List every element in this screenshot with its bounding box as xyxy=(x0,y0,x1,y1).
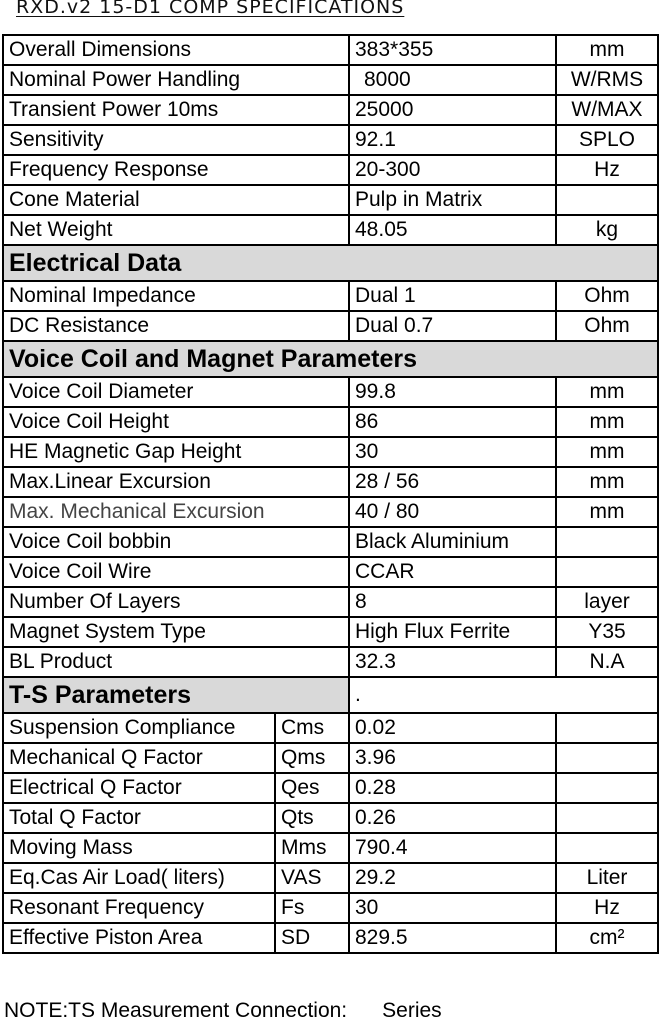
spec-symbol: Cms xyxy=(275,713,349,743)
note-label: NOTE:TS Measurement Connection: xyxy=(4,999,348,1022)
spec-row xyxy=(3,713,658,743)
spec-label: Voice Coil bobbin xyxy=(3,527,349,557)
note-value: Series xyxy=(382,999,442,1022)
spec-unit: Hz xyxy=(556,155,658,185)
spec-value: 25000 xyxy=(349,95,556,125)
spec-value: 0.02 xyxy=(349,713,556,743)
spec-value: 8 xyxy=(349,587,556,617)
spec-value: Black Aluminium xyxy=(349,527,556,557)
spec-row xyxy=(3,773,658,803)
spec-unit xyxy=(556,185,658,215)
spec-label: Nominal Impedance xyxy=(3,281,349,311)
spec-row xyxy=(3,155,658,185)
spec-symbol: Fs xyxy=(275,893,349,923)
spec-value: 29.2 xyxy=(349,863,556,893)
section-heading: Electrical Data xyxy=(3,245,658,281)
spec-value: 30 xyxy=(349,893,556,923)
spec-label: Magnet System Type xyxy=(3,617,349,647)
spec-row xyxy=(3,377,658,407)
spec-row xyxy=(3,617,658,647)
spec-row xyxy=(3,893,658,923)
spec-label: DC Resistance xyxy=(3,311,349,341)
spec-row xyxy=(3,803,658,833)
spec-table xyxy=(2,34,659,954)
spec-value: 3.96 xyxy=(349,743,556,773)
spec-label: Frequency Response xyxy=(3,155,349,185)
spec-symbol: VAS xyxy=(275,863,349,893)
spec-value: 99.8 xyxy=(349,377,556,407)
spec-unit: Liter xyxy=(556,863,658,893)
spec-unit xyxy=(556,803,658,833)
spec-unit: mm xyxy=(556,35,658,65)
spec-unit: mm xyxy=(556,467,658,497)
spec-row xyxy=(3,557,658,587)
spec-symbol: Mms xyxy=(275,833,349,863)
spec-value: 30 xyxy=(349,437,556,467)
section-heading-value: . xyxy=(349,677,658,713)
spec-value: 92.1 xyxy=(349,125,556,155)
spec-row xyxy=(3,35,658,65)
spec-unit: W/RMS xyxy=(556,65,658,95)
spec-row xyxy=(3,647,658,677)
spec-unit: N.A xyxy=(556,647,658,677)
spec-value: High Flux Ferrite xyxy=(349,617,556,647)
section-heading: Voice Coil and Magnet Parameters xyxy=(3,341,658,377)
spec-unit: Ohm xyxy=(556,311,658,341)
spec-label: Number Of Layers xyxy=(3,587,349,617)
spec-value: CCAR xyxy=(349,557,556,587)
spec-row xyxy=(3,833,658,863)
section-header-electrical xyxy=(3,245,658,281)
spec-unit: mm xyxy=(556,407,658,437)
spec-value: 0.28 xyxy=(349,773,556,803)
spec-unit xyxy=(556,773,658,803)
spec-row xyxy=(3,95,658,125)
spec-row xyxy=(3,863,658,893)
spec-row xyxy=(3,215,658,245)
spec-unit xyxy=(556,713,658,743)
spec-unit xyxy=(556,557,658,587)
spec-unit: Ohm xyxy=(556,281,658,311)
spec-row xyxy=(3,407,658,437)
spec-label: Moving Mass xyxy=(3,833,275,863)
spec-value: 28 / 56 xyxy=(349,467,556,497)
spec-label: Eq.Cas Air Load( liters) xyxy=(3,863,275,893)
spec-unit xyxy=(556,527,658,557)
spec-symbol: Qms xyxy=(275,743,349,773)
spec-unit xyxy=(556,743,658,773)
spec-row xyxy=(3,65,658,95)
spec-row xyxy=(3,185,658,215)
spec-symbol: Qes xyxy=(275,773,349,803)
spec-label: Max. Mechanical Excursion xyxy=(3,497,349,527)
spec-label: Net Weight xyxy=(3,215,349,245)
spec-unit: kg xyxy=(556,215,658,245)
spec-value: 48.05 xyxy=(349,215,556,245)
spec-label: Nominal Power Handling xyxy=(3,65,349,95)
section-heading: T-S Parameters xyxy=(3,677,349,713)
spec-label: Mechanical Q Factor xyxy=(3,743,275,773)
spec-label: Max.Linear Excursion xyxy=(3,467,349,497)
spec-label: Overall Dimensions xyxy=(3,35,349,65)
spec-row xyxy=(3,125,658,155)
spec-label: Sensitivity xyxy=(3,125,349,155)
spec-value: Dual 0.7 xyxy=(349,311,556,341)
spec-value: 8000 xyxy=(349,65,556,95)
spec-unit: Hz xyxy=(556,893,658,923)
spec-row xyxy=(3,467,658,497)
spec-label: HE Magnetic Gap Height xyxy=(3,437,349,467)
spec-row xyxy=(3,437,658,467)
measurement-note xyxy=(4,999,442,1023)
spec-label: Effective Piston Area xyxy=(3,923,275,953)
spec-label: Voice Coil Diameter xyxy=(3,377,349,407)
spec-label: Voice Coil Height xyxy=(3,407,349,437)
spec-value: 32.3 xyxy=(349,647,556,677)
spec-label: Cone Material xyxy=(3,185,349,215)
spec-symbol: SD xyxy=(275,923,349,953)
spec-unit: mm xyxy=(556,377,658,407)
spec-unit: mm xyxy=(556,497,658,527)
spec-label: Electrical Q Factor xyxy=(3,773,275,803)
spec-row xyxy=(3,527,658,557)
spec-row xyxy=(3,743,658,773)
spec-unit xyxy=(556,833,658,863)
spec-symbol: Qts xyxy=(275,803,349,833)
spec-unit: SPLO xyxy=(556,125,658,155)
spec-value: 383*355 xyxy=(349,35,556,65)
spec-label: Resonant Frequency xyxy=(3,893,275,923)
spec-value: Pulp in Matrix xyxy=(349,185,556,215)
spec-value: 20-300 xyxy=(349,155,556,185)
spec-row xyxy=(3,587,658,617)
section-header-ts xyxy=(3,677,658,713)
spec-value: 86 xyxy=(349,407,556,437)
spec-unit: Y35 xyxy=(556,617,658,647)
spec-row xyxy=(3,311,658,341)
spec-value: 40 / 80 xyxy=(349,497,556,527)
section-header-voice-coil xyxy=(3,341,658,377)
spec-row xyxy=(3,923,658,953)
spec-row xyxy=(3,497,658,527)
spec-value: Dual 1 xyxy=(349,281,556,311)
spec-label: Total Q Factor xyxy=(3,803,275,833)
spec-unit: cm² xyxy=(556,923,658,953)
spec-label: Suspension Compliance xyxy=(3,713,275,743)
spec-unit: mm xyxy=(556,437,658,467)
spec-value: 790.4 xyxy=(349,833,556,863)
spec-label: BL Product xyxy=(3,647,349,677)
spec-value: 829.5 xyxy=(349,923,556,953)
spec-row xyxy=(3,281,658,311)
spec-value: 0.26 xyxy=(349,803,556,833)
spec-unit: layer xyxy=(556,587,658,617)
spec-label: Transient Power 10ms xyxy=(3,95,349,125)
page-title: RXD.v2 15-D1 COMP SPECIFICATIONS xyxy=(16,0,405,18)
spec-label: Voice Coil Wire xyxy=(3,557,349,587)
spec-unit: W/MAX xyxy=(556,95,658,125)
